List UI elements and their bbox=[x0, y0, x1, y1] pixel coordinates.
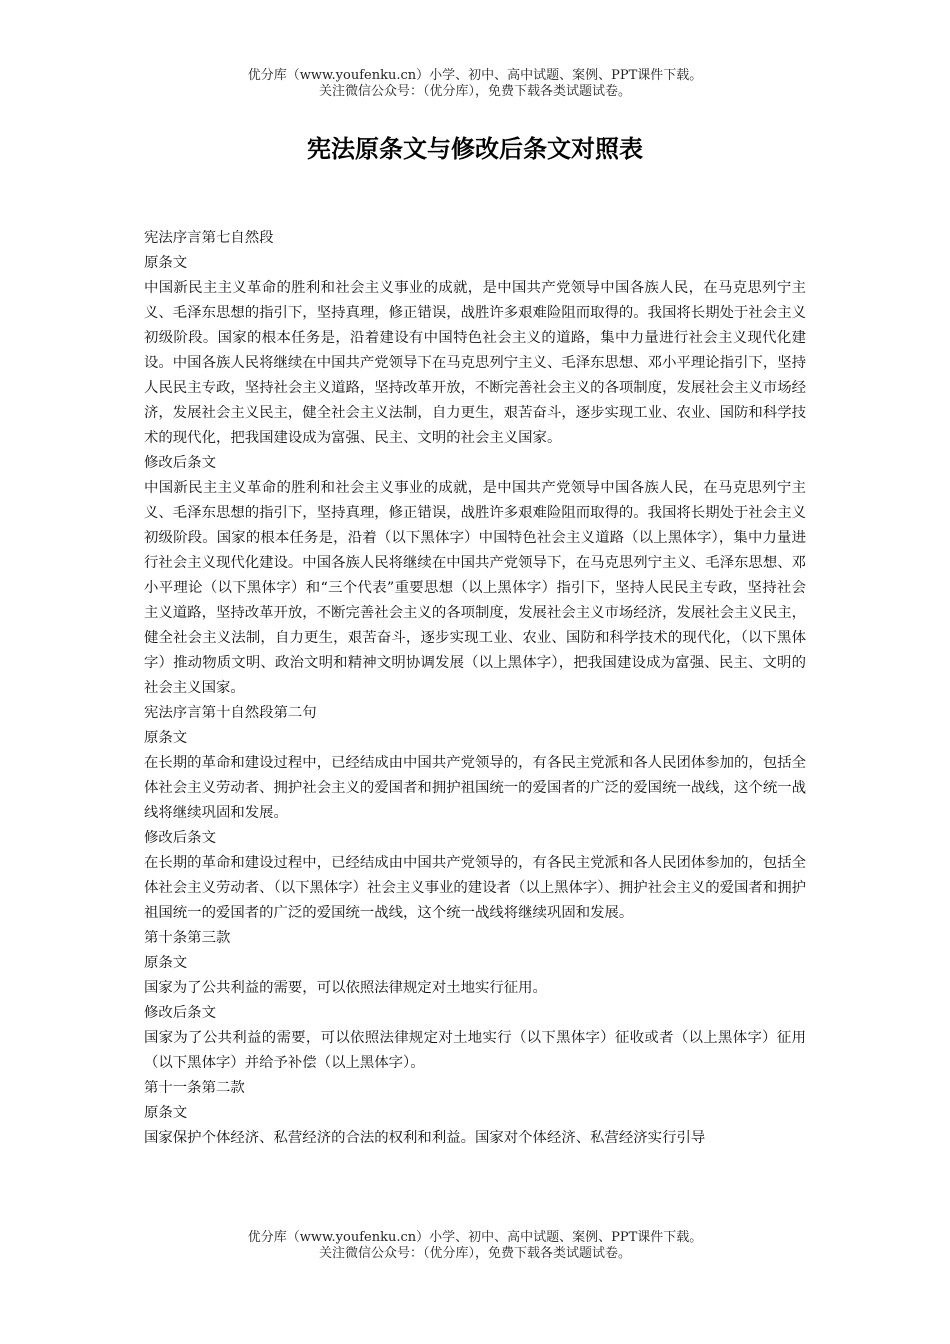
document-body bbox=[144, 226, 806, 1151]
paragraph-original-article-10: 国家为了公共利益的需要，可以依照法律规定对土地实行征用。 bbox=[144, 980, 547, 996]
label-original-text: 原条文 bbox=[144, 255, 188, 271]
section-heading-article-11: 第十一条第二款 bbox=[144, 1080, 245, 1096]
label-amended-text: 修改后条文 bbox=[144, 455, 216, 471]
label-amended-text: 修改后条文 bbox=[144, 830, 216, 846]
section-heading-preamble-10: 宪法序言第十自然段第二句 bbox=[144, 705, 317, 721]
paragraph-original-preamble-7: 中国新民主主义革命的胜利和社会主义事业的成就，是中国共产党领导中国各族人民，在马克思列宁主义、毛泽东思想的指引下，坚持真理，修正错误，战胜许多艰难险阻而取得的。我国将长期处于社会主义初级阶段。国家的根本任务是，沿着建设有中国特色社会主义的道路，集中力量进行社会主义现代化建设。中国各族人民将继续在中国共产党领导下在马克思列宁主义、毛泽东思想、邓小平理论指引下，坚持人民民主专政，坚持社会主义道路，坚持改革开放，不断完善社会主义的各项制度，发展社会主义市场经济，发展社会主义民主，健全社会主义法制，自力更生，艰苦奋斗，逐步实现工业、农业、国防和科学技术的现代化，把我国建设成为富强、民主、文明的社会主义国家。 bbox=[144, 280, 806, 446]
footer-line-1: 优分库（www.youfenku.cn）小学、初中、高中试题、案例、PPT课件下载。 bbox=[247, 1230, 703, 1245]
label-original-text: 原条文 bbox=[144, 955, 188, 971]
section-heading-preamble-7: 宪法序言第七自然段 bbox=[144, 230, 274, 246]
paragraph-amended-preamble-10: 在长期的革命和建设过程中，已经结成由中国共产党领导的，有各民主党派和各人民团体参加的，包括全体社会主义劳动者、（以下黑体字）社会主义事业的建设者（以上黑体字）、拥护社会主义的爱国者和拥护祖国统一的爱国者的广泛的爱国统一战线，这个统一战线将继续巩固和发展。 bbox=[144, 855, 806, 921]
page-footer bbox=[0, 1230, 950, 1262]
paragraph-original-article-11: 国家保护个体经济、私营经济的合法的权利和利益。国家对个体经济、私营经济实行引导 bbox=[144, 1130, 706, 1146]
label-original-text: 原条文 bbox=[144, 1105, 188, 1121]
footer-line-2: 关注微信公众号：（优分库），免费下载各类试题试卷。 bbox=[318, 1246, 631, 1261]
label-amended-text: 修改后条文 bbox=[144, 1005, 216, 1021]
section-heading-article-10: 第十条第三款 bbox=[144, 930, 231, 946]
document-title: 宪法原条文与修改后条文对照表 bbox=[307, 135, 643, 163]
page-header bbox=[0, 68, 950, 100]
header-line-2: 关注微信公众号：（优分库），免费下载各类试题试卷。 bbox=[318, 84, 631, 99]
label-original-text: 原条文 bbox=[144, 730, 188, 746]
paragraph-original-preamble-10: 在长期的革命和建设过程中，已经结成由中国共产党领导的，有各民主党派和各人民团体参加的，包括全体社会主义劳动者、拥护社会主义的爱国者和拥护祖国统一的爱国者的广泛的爱国统一战线，这个统一战线将继续巩固和发展。 bbox=[144, 755, 806, 821]
paragraph-amended-preamble-7: 中国新民主主义革命的胜利和社会主义事业的成就，是中国共产党领导中国各族人民，在马克思列宁主义、毛泽东思想的指引下，坚持真理，修正错误，战胜许多艰难险阻而取得的。我国将长期处于社会主义初级阶段。国家的根本任务是，沿着（以下黑体字）中国特色社会主义道路（以上黑体字），集中力量进行社会主义现代化建设。中国各族人民将继续在中国共产党领导下，在马克思列宁主义、毛泽东思想、邓小平理论（以下黑体字）和“三个代表”重要思想（以上黑体字）指引下，坚持人民民主专政，坚持社会主义道路，坚持改革开放，不断完善社会主义的各项制度，发展社会主义市场经济，发展社会主义民主，健全社会主义法制，自力更生，艰苦奋斗，逐步实现工业、农业、国防和科学技术的现代化，（以下黑体字）推动物质文明、政治文明和精神文明协调发展（以上黑体字），把我国建设成为富强、民主、文明的社会主义国家。 bbox=[144, 480, 806, 696]
paragraph-amended-article-10: 国家为了公共利益的需要，可以依照法律规定对土地实行（以下黑体字）征收或者（以上黑体字）征用（以下黑体字）并给予补偿（以上黑体字）。 bbox=[144, 1030, 806, 1071]
header-line-1: 优分库（www.youfenku.cn）小学、初中、高中试题、案例、PPT课件下载。 bbox=[247, 68, 703, 83]
